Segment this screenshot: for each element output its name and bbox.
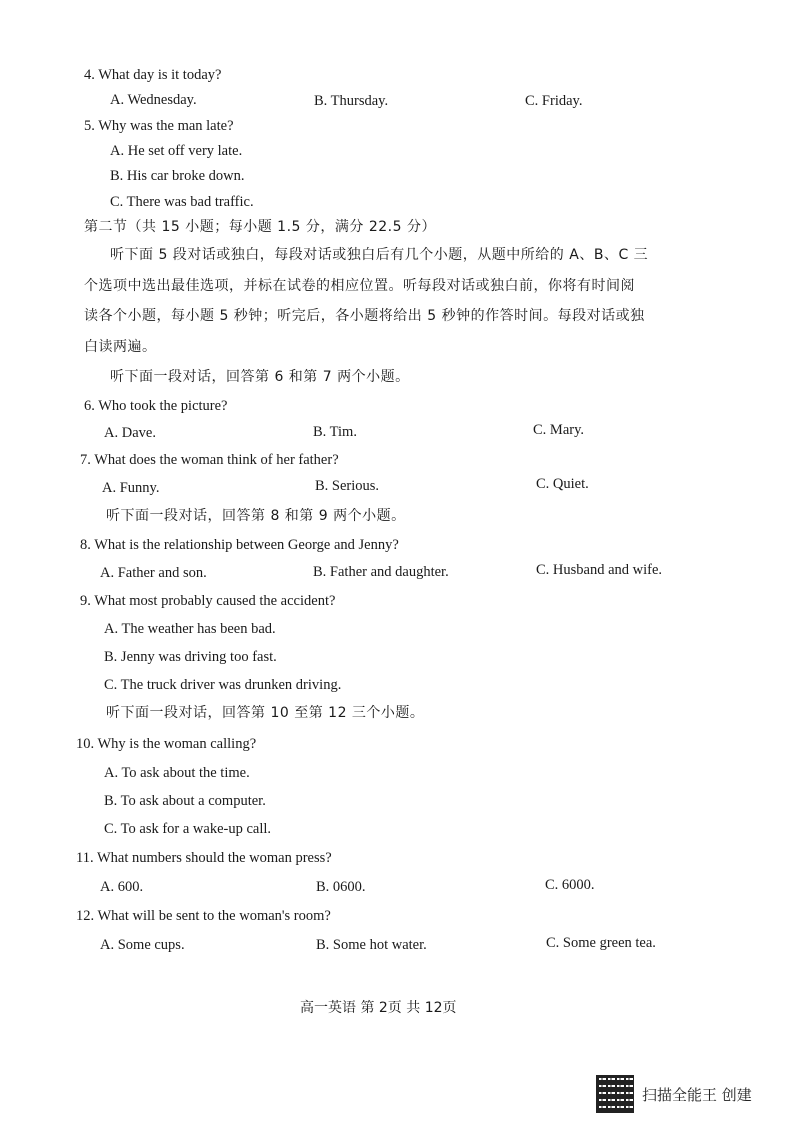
question-8: 8. What is the relationship between George and Jenny? xyxy=(80,537,399,553)
question-7: 7. What does the woman think of her father? xyxy=(80,452,339,468)
question-6: 6. Who took the picture? xyxy=(84,398,228,414)
option-4a: A. Wednesday. xyxy=(110,92,197,108)
option-5c: C. There was bad traffic. xyxy=(110,194,254,210)
option-8c: C. Husband and wife. xyxy=(536,562,663,578)
page-footer: 高一英语 第 2页 共 12页 xyxy=(300,1000,457,1016)
qr-code-icon xyxy=(596,1075,634,1113)
option-8b: B. Father and daughter. xyxy=(313,564,449,580)
option-11c: C. 6000. xyxy=(545,877,595,893)
dialog-2-instruction: 听下面一段对话，回答第 8 和第 9 两个小题。 xyxy=(106,508,406,524)
option-4c: C. Friday. xyxy=(525,93,583,109)
question-10: 10. Why is the woman calling? xyxy=(76,736,257,752)
option-12c: C. Some green tea. xyxy=(546,935,656,951)
section-2-instruction-2: 个选项中选出最佳选项，并标在试卷的相应位置。听每段对话或独白前，你将有时间阅 xyxy=(84,278,635,294)
option-7b: B. Serious. xyxy=(315,478,380,494)
option-9a: A. The weather has been bad. xyxy=(104,621,276,637)
option-12a: A. Some cups. xyxy=(100,937,185,953)
option-10b: B. To ask about a computer. xyxy=(104,793,266,809)
option-11a: A. 600. xyxy=(100,879,144,895)
option-10a: A. To ask about the time. xyxy=(104,765,250,781)
scanner-watermark-text: 扫描全能王 创建 xyxy=(642,1085,752,1104)
scanner-watermark xyxy=(596,1075,752,1113)
option-5a: A. He set off very late. xyxy=(110,143,243,159)
section-2-instruction-4: 白读两遍。 xyxy=(84,339,157,355)
dialog-3-instruction: 听下面一段对话，回答第 10 至第 12 三个小题。 xyxy=(106,705,425,721)
section-2-heading: 第二节（共 15 小题；每小题 1.5 分，满分 22.5 分） xyxy=(84,219,436,235)
option-5b: B. His car broke down. xyxy=(110,168,245,184)
question-9: 9. What most probably caused the accident? xyxy=(80,593,336,609)
option-10c: C. To ask for a wake-up call. xyxy=(104,821,272,837)
question-11: 11. What numbers should the woman press? xyxy=(76,850,332,866)
section-2-instruction-3: 读各个小题，每小题 5 秒钟；听完后，各小题将给出 5 秒钟的作答时间。每段对话或独 xyxy=(84,308,645,324)
option-9b: B. Jenny was driving too fast. xyxy=(104,649,277,665)
dialog-1-instruction: 听下面一段对话，回答第 6 和第 7 两个小题。 xyxy=(110,369,410,385)
question-12: 12. What will be sent to the woman's room? xyxy=(76,908,331,924)
question-5: 5. Why was the man late? xyxy=(84,118,234,134)
option-9c: C. The truck driver was drunken driving. xyxy=(104,677,342,693)
option-4b: B. Thursday. xyxy=(314,93,389,109)
option-8a: A. Father and son. xyxy=(100,565,207,581)
option-11b: B. 0600. xyxy=(316,879,366,895)
question-4: 4. What day is it today? xyxy=(84,67,222,83)
option-6c: C. Mary. xyxy=(533,422,585,438)
option-12b: B. Some hot water. xyxy=(316,937,427,953)
option-6b: B. Tim. xyxy=(313,424,357,440)
option-7c: C. Quiet. xyxy=(536,476,589,492)
option-6a: A. Dave. xyxy=(104,425,156,441)
section-2-instruction-1: 听下面 5 段对话或独白，每段对话或独白后有几个小题，从题中所给的 A、B、C 三 xyxy=(110,247,649,263)
option-7a: A. Funny. xyxy=(102,480,160,496)
